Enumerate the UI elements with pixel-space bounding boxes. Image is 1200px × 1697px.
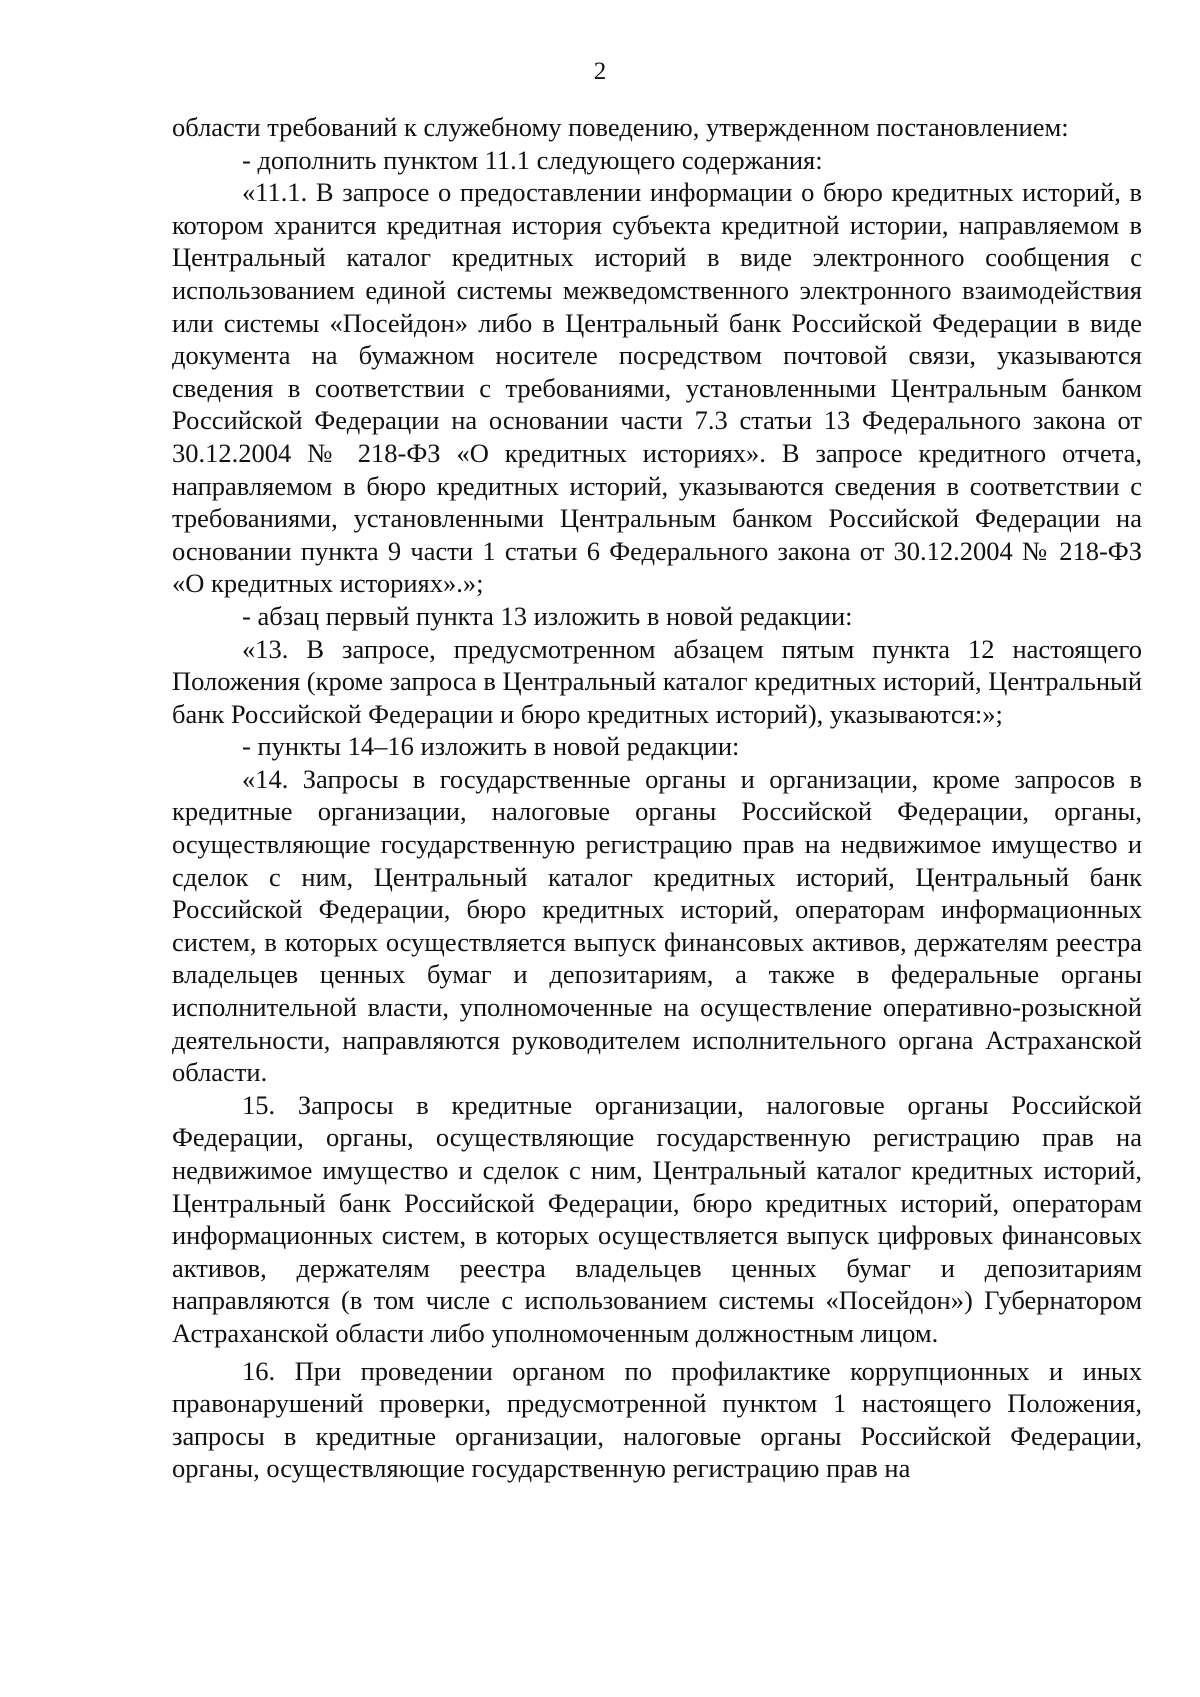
paragraph-amendment-13-intro: - абзац первый пункта 13 изложить в новой редакции: <box>242 600 853 631</box>
paragraph-item-13: «13. В запросе, предусмотренном абзацем пятым пункта 12 настоящего Положения (кроме запроса в Центральный каталог кредитных историй, Центральный банк Российской Федерации и бюро кредитных историй), указываются:»; <box>172 633 1142 729</box>
paragraph-continuation: области требований к служебному поведению, утвержденном постановлением: <box>172 112 1069 142</box>
paragraph-amendment-14-16-intro: - пункты 14–16 изложить в новой редакции: <box>242 731 740 762</box>
page-number: 2 <box>593 58 607 85</box>
paragraph-item-15: 15. Запросы в кредитные организации, налоговые органы Российской Федерации, органы, осуществляющие государственную регистрацию прав на недвижимое имущество и сделок с ним, Центральный каталог кредитных историй, Центральный банк Российской Федерации, бюро кредитных историй, операторам информационных систем, в которых осуществляется выпуск цифровых финансовых активов, держателям реестра владельцев ценных бумаг и депозитариям направляются (в том числе с использованием системы «Посейдон») Губернатором Астраханской области либо уполномоченным должностным лицом. <box>172 1089 1142 1348</box>
paragraph-item-16: 16. При проведении органом по профилактике коррупционных и иных правонарушений проверки, предусмотренной пунктом 1 настоящего Положения, запросы в кредитные организации, налоговые органы Российской Федерации, органы, осуществляющие государственную регистрацию прав на <box>172 1355 1142 1484</box>
document-body <box>172 111 1142 1485</box>
paragraph-amendment-11-1-intro: - дополнить пунктом 11.1 следующего содержания: <box>242 144 823 175</box>
paragraph-item-11-1: «11.1. В запросе о предоставлении информации о бюро кредитных историй, в котором хранится кредитная история субъекта кредитной истории, направляемом в Центральный каталог кредитных историй в виде электронного сообщения с использованием единой системы межведомственного электронного взаимодействия или системы «Посейдон» либо в Центральный банк Российской Федерации в виде документа на бумажном носителе посредством почтовой связи, указываются сведения в соответствии с требованиями, установленными Центральным банком Российской Федерации на основании части 7.3 статьи 13 Федерального закона от 30.12.2004 № 218-ФЗ «О кредитных историях». В запросе кредитного отчета, направляемом в бюро кредитных историй, указываются сведения в соответствии с требованиями, установленными Центральным банком Российской Федерации на основании пункта 9 части 1 статьи 6 Федерального закона от 30.12.2004 № 218-ФЗ «О кредитных историях».»; <box>172 177 1142 599</box>
paragraph-item-14: «14. Запросы в государственные органы и организации, кроме запросов в кредитные организации, налоговые органы Российской Федерации, органы, осуществляющие государственную регистрацию прав на недвижимое имущество и сделок с ним, Центральный каталог кредитных историй, Центральный банк Российской Федерации, бюро кредитных историй, операторам информационных систем, в которых осуществляется выпуск финансовых активов, держателям реестра владельцев ценных бумаг и депозитариям, а также в федеральные органы исполнительной власти, уполномоченные на осуществление оперативно-розыскной деятельности, направляются руководителем исполнительного органа Астраханской области. <box>172 763 1142 1088</box>
